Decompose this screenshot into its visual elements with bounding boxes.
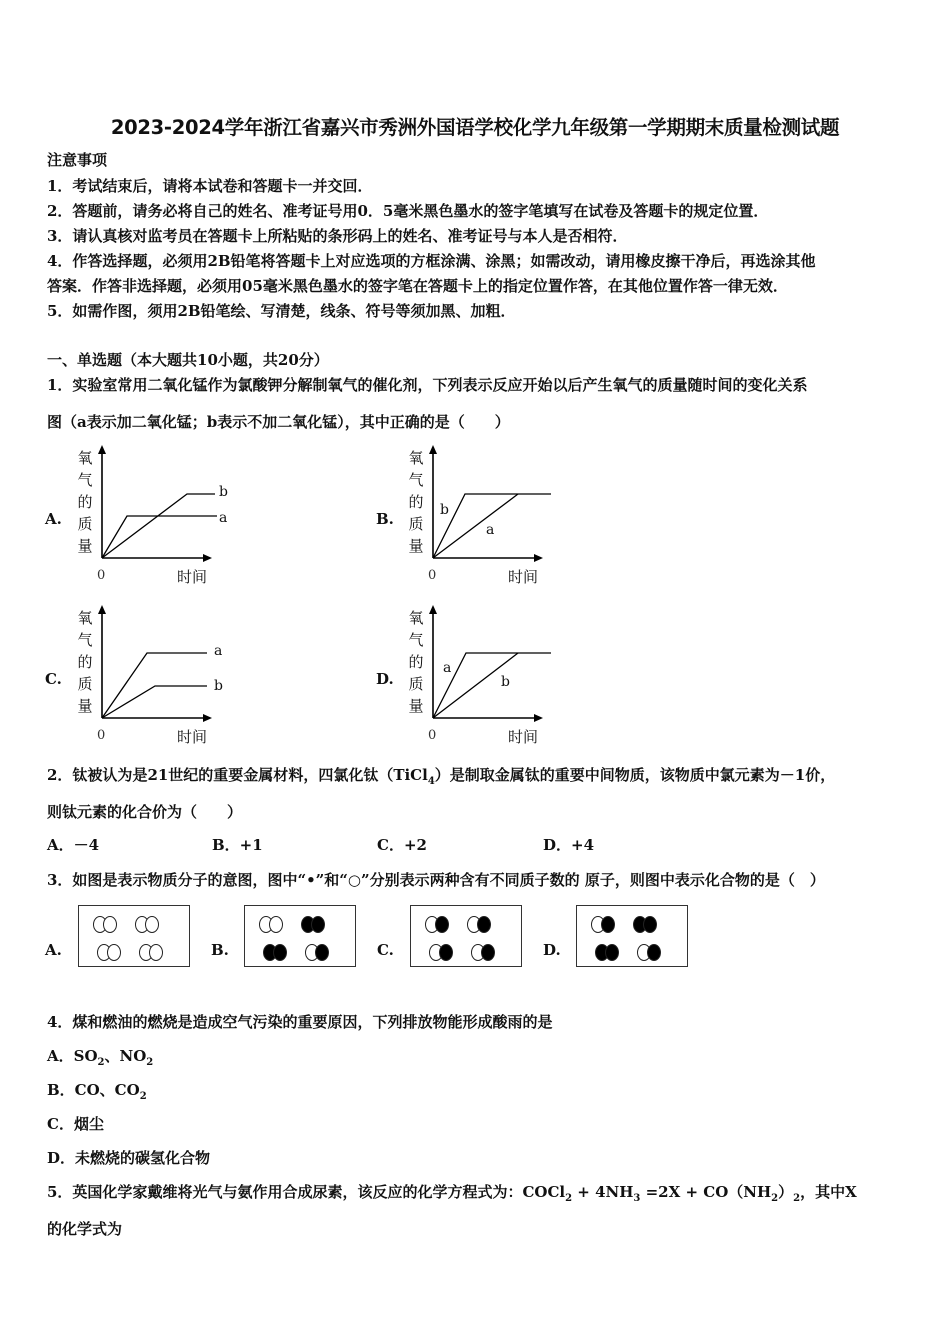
question-1-text: 1．实验室常用二氧化锰作为氯酸钾分解制氧气的催化剂，下列表示反应开始以后产生氧气的质量随时间的变化关系: [47, 376, 808, 394]
note-item: 5．如需作图，须用2B铅笔绘、写清楚，线条、符号等须加黑、加粗．: [47, 302, 516, 320]
text: B．CO、CO: [47, 1081, 140, 1099]
note-item: 3．请认真核对监考员在答题卡上所粘贴的条形码上的姓名、准考证号与本人是否相符．: [47, 227, 628, 245]
black-atom-icon: [311, 916, 325, 933]
q2-option-b: B．+1: [212, 836, 263, 854]
option-d-label: D.: [376, 670, 394, 688]
molecule: [471, 944, 491, 961]
note-item: 4．作答选择题，必须用2B铅笔将答题卡上对应选项的方框涂满、涂黑；如需改动，请用橡皮擦干净后，再选涂其他: [47, 252, 816, 270]
question-2-text: 则钛元素的化合价为（ ）: [47, 803, 243, 821]
question-4-text: 4．煤和燃油的燃烧是造成空气污染的重要原因，下列排放物能形成酸雨的是: [47, 1013, 553, 1031]
notes-heading: 注意事项: [47, 151, 108, 169]
molecule-diagram-box: [78, 905, 190, 967]
q2-option-a: A．－4: [47, 836, 100, 854]
molecule: [93, 916, 113, 933]
series-a-label: a: [219, 510, 228, 526]
y-axis-label: 氧气的质量: [408, 449, 424, 555]
molecule: [97, 944, 117, 961]
black-atom-icon: [315, 944, 329, 961]
q3-option-label: C.: [377, 941, 394, 959]
series-a-line: [102, 516, 217, 558]
subscript: 2: [565, 1193, 573, 1204]
option-c-label: C.: [45, 670, 62, 688]
y-axis-label: 氧气的质量: [77, 449, 93, 555]
molecule: [263, 944, 283, 961]
question-5-text: [47, 1182, 857, 1209]
text: ，其中X: [800, 1183, 857, 1201]
subscript: 2: [139, 1091, 147, 1102]
option-a-label: A.: [45, 510, 62, 528]
series-b-line: [102, 494, 215, 558]
series-a-label: a: [443, 660, 452, 676]
subscript: 2: [97, 1057, 105, 1068]
black-atom-icon: [439, 944, 453, 961]
series-b-label: b: [219, 484, 228, 500]
subscript: 2: [793, 1193, 801, 1204]
graph-option-c: [75, 605, 235, 755]
q4-option-b: [47, 1080, 147, 1107]
white-atom-icon: [107, 944, 121, 961]
text: 、NO: [104, 1047, 147, 1065]
subscript: 2: [146, 1057, 154, 1068]
series-a-label: a: [214, 643, 223, 659]
q2-option-d: D．+4: [543, 836, 595, 854]
origin-label: 0: [97, 728, 106, 743]
white-atom-icon: [103, 916, 117, 933]
molecule-diagram-box: [576, 905, 688, 967]
molecule: [591, 916, 611, 933]
series-b-label: b: [440, 502, 449, 518]
molecule-diagram-box: [410, 905, 522, 967]
molecule: [305, 944, 325, 961]
q3-option-label: A.: [45, 941, 62, 959]
black-atom-icon: [477, 916, 491, 933]
question-2-text: [47, 765, 835, 792]
molecule: [135, 916, 155, 933]
q4-option-c: C．烟尘: [47, 1115, 104, 1133]
origin-label: 0: [428, 568, 437, 583]
graph-option-a: [75, 445, 235, 595]
text: A．SO: [47, 1047, 98, 1065]
molecule: [139, 944, 159, 961]
text: + 4NH: [572, 1183, 634, 1201]
text: =2X + CO（NH: [640, 1183, 772, 1201]
q4-option-d: D．未燃烧的碳氢化合物: [47, 1149, 211, 1167]
note-item: 答案．作答非选择题，必须用05毫米黑色墨水的签字笔在答题卡上的指定位置作答，在其他位置作答一律无效．: [47, 277, 788, 295]
molecule: [301, 916, 321, 933]
molecule-diagram-box: [244, 905, 356, 967]
text: 5．英国化学家戴维将光气与氨作用合成尿素，该反应的化学方程式为：COCl: [47, 1183, 566, 1201]
q2-option-c: C．+2: [377, 836, 427, 854]
y-axis-label: 氧气的质量: [77, 609, 93, 715]
black-atom-icon: [601, 916, 615, 933]
series-b-label: b: [501, 674, 510, 690]
x-axis-label: 时间: [508, 728, 539, 746]
q2-text-part: 2．钛被认为是21世纪的重要金属材料，四氯化钛（TiCl: [47, 766, 428, 784]
question-3-text: 3．如图是表示物质分子的意图，图中“•”和“○”分别表示两种含有不同质子数的 原子，则图中表示化合物的是（ ）: [47, 871, 825, 889]
section-heading: 一、单选题（本大题共10小题，共20分）: [47, 351, 329, 369]
molecule: [595, 944, 615, 961]
subscript: 2: [771, 1193, 779, 1204]
note-item: 1．考试结束后，请将本试卷和答题卡一并交回．: [47, 177, 373, 195]
series-b-line: [102, 686, 207, 718]
text: ）: [778, 1183, 794, 1201]
page-title: 2023-2024学年浙江省嘉兴市秀洲外国语学校化学九年级第一学期期末质量检测试题: [110, 116, 840, 139]
graph-option-b: [406, 445, 566, 595]
molecule: [637, 944, 657, 961]
q3-option-label: B.: [211, 941, 229, 959]
x-axis-label: 时间: [508, 568, 539, 586]
molecule: [633, 916, 653, 933]
q3-option-label: D.: [543, 941, 561, 959]
molecule: [467, 916, 487, 933]
series-b-label: b: [214, 678, 223, 694]
origin-label: 0: [97, 568, 106, 583]
white-atom-icon: [149, 944, 163, 961]
subscript: 3: [633, 1193, 641, 1204]
q2-text-part: ）是制取金属钛的重要中间物质，该物质中氯元素为－1价，: [434, 766, 836, 784]
x-axis-label: 时间: [177, 728, 208, 746]
black-atom-icon: [605, 944, 619, 961]
x-axis-label: 时间: [177, 568, 208, 586]
note-item: 2．答题前，请务必将自己的姓名、准考证号用0．5毫米黑色墨水的签字笔填写在试卷及答题卡的规定位置．: [47, 202, 769, 220]
black-atom-icon: [643, 916, 657, 933]
black-atom-icon: [273, 944, 287, 961]
black-atom-icon: [647, 944, 661, 961]
q4-option-a: [47, 1046, 153, 1073]
option-b-label: B.: [376, 510, 394, 528]
subscript: 4: [427, 776, 435, 787]
black-atom-icon: [481, 944, 495, 961]
question-1-text: 图（a表示加二氧化锰；b表示不加二氧化锰），其中正确的是（ ）: [47, 413, 510, 431]
molecule: [429, 944, 449, 961]
molecule: [259, 916, 279, 933]
white-atom-icon: [145, 916, 159, 933]
y-axis-label: 氧气的质量: [408, 609, 424, 715]
series-a-label: a: [486, 522, 495, 538]
white-atom-icon: [269, 916, 283, 933]
graph-option-d: [406, 605, 566, 755]
black-atom-icon: [435, 916, 449, 933]
question-5-text: 的化学式为: [47, 1220, 123, 1238]
origin-label: 0: [428, 728, 437, 743]
molecule: [425, 916, 445, 933]
